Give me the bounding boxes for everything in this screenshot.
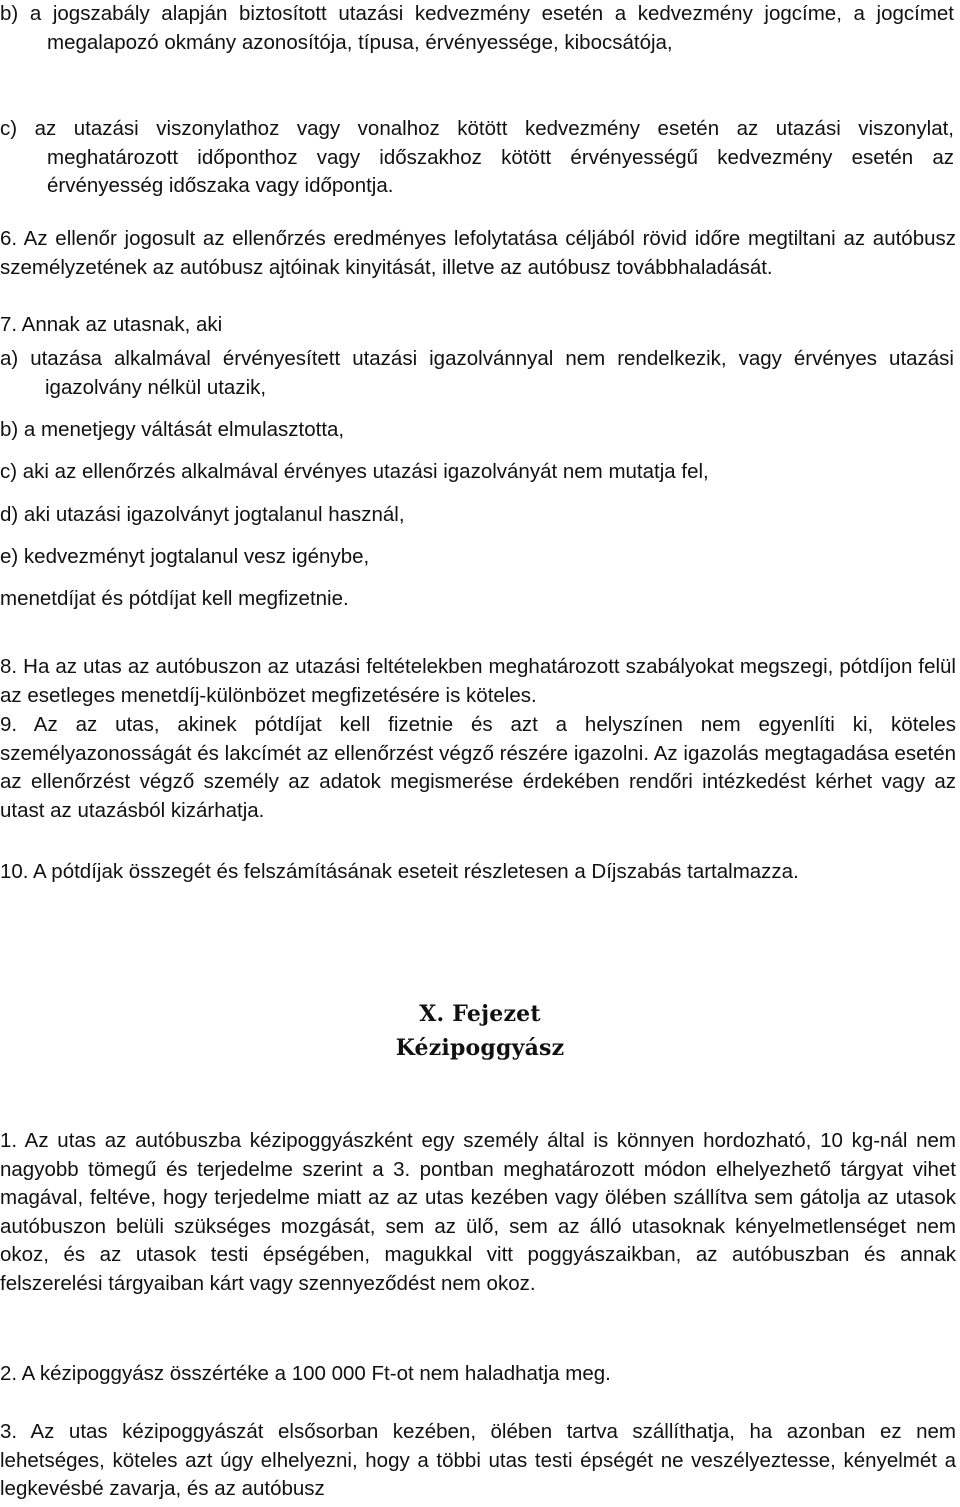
paragraph-text: 6. Az ellenőr jogosult az ellenőrzés eredményes lefolytatása céljából rövid időre megtiltani az autóbusz személyzetének az autóbusz ajtóinak kinyitását, illetve az autóbusz továbbhaladását. <box>0 227 956 279</box>
paragraph-text: 3. Az utas kézipoggyászát elsősorban kezében, ölében tartva szállíthatja, ha azonban ez nem lehetséges, köteles azt úgy elhelyezni, hogy a többi utas testi épségét ne veszélyeztesse, kényelmét a legkevésbé zavarja, és az autóbusz <box>0 1420 956 1500</box>
paragraph-9 <box>0 711 956 825</box>
list-item-b <box>0 0 956 57</box>
list-item-7d <box>0 501 956 530</box>
paragraph-k1 <box>0 1127 956 1298</box>
list-item-text: b) a menetjegy váltását elmulasztotta, <box>0 418 345 441</box>
paragraph-text: 1. Az utas az autóbuszba kézipoggyászként egy személy által is könnyen hordozható, 10 kg-nál nem nagyobb tömegű és terjedelme szerint a 3. pontban meghatározott módon elhelyezhető tárgyat vihet magával, feltéve, hogy terjedelme miatt az az utas kezében vagy ölében szállítva sem gátolja az utasok autóbuszon belüli szükséges mozgását, sem az ülő, sem az álló utasoknak kényelmetlenséget nem okoz, és az utasok testi épségében, magukkal vitt poggyászaikban, az autóbuszban és annak felszerelési tárgyaiban kárt vagy szennyeződést nem okoz. <box>0 1129 956 1295</box>
paragraph-text: 8. Ha az utas az autóbuszon az utazási feltételekben meghatározott szabályokat megszegi, pótdíjon felül az esetleges menetdíj-különbözet megfizetésére is köteles. <box>0 655 956 707</box>
paragraph-text: 7. Annak az utasnak, aki <box>0 313 223 336</box>
paragraph-6 <box>0 225 956 282</box>
paragraph-7-closing <box>0 585 956 614</box>
list-item-text: b) a jogszabály alapján biztosított utazási kedvezmény esetén a kedvezmény jogcíme, a jogcímet megalapozó okmány azonosítója, típusa, érvényessége, kibocsátója, <box>0 2 954 54</box>
paragraph-text: 2. A kézipoggyász összértéke a 100 000 Ft-ot nem haladhatja meg. <box>0 1362 611 1385</box>
chapter-number: X. Fejezet <box>419 1001 541 1027</box>
list-item-text: c) aki az ellenőrzés alkalmával érvényes utazási igazolványát nem mutatja fel, <box>0 460 709 483</box>
list-item-c <box>0 115 956 201</box>
paragraph-k3 <box>0 1418 956 1504</box>
list-item-7b <box>0 416 956 445</box>
paragraph-text: 9. Az az utas, akinek pótdíjat kell fizetnie és azt a helyszínen nem egyenlíti ki, köteles személyazonosságát és lakcímét az ellenőrzést végző részére igazolni. Az igazolás megtagadása esetén az ellenőrzést végző személy az adatok megismerése érdekében rendőri intézkedést kérhet vagy az utast az utazásból kizárhatja. <box>0 713 956 822</box>
list-item-7e <box>0 543 956 572</box>
paragraph-text: 10. A pótdíjak összegét és felszámításának eseteit részletesen a Díjszabás tartalmazza. <box>0 860 799 883</box>
paragraph-8 <box>0 653 956 710</box>
paragraph-k2 <box>0 1360 956 1389</box>
list-item-text: a) utazása alkalmával érvényesített utazási igazolvánnyal nem rendelkezik, vagy érvényes utazási igazolvány nélkül utazik, <box>0 347 954 399</box>
list-item-text: e) kedvezményt jogtalanul vesz igénybe, <box>0 545 370 568</box>
paragraph-7-intro <box>0 311 956 340</box>
list-item-text: c) az utazási viszonylathoz vagy vonalhoz kötött kedvezmény esetén az utazási viszonylat, meghatározott időponthoz vagy időszakhoz kötött érvényességű kedvezmény esetén az érvényesség időszaka vagy időpontja. <box>0 117 954 197</box>
paragraph-10 <box>0 858 956 887</box>
list-item-text: d) aki utazási igazolványt jogtalanul használ, <box>0 503 405 526</box>
list-item-7a <box>0 345 956 402</box>
chapter-title: Kézipoggyász <box>395 1035 565 1061</box>
list-item-7c <box>0 458 956 487</box>
paragraph-text: menetdíjat és pótdíjat kell megfizetnie. <box>0 587 349 610</box>
